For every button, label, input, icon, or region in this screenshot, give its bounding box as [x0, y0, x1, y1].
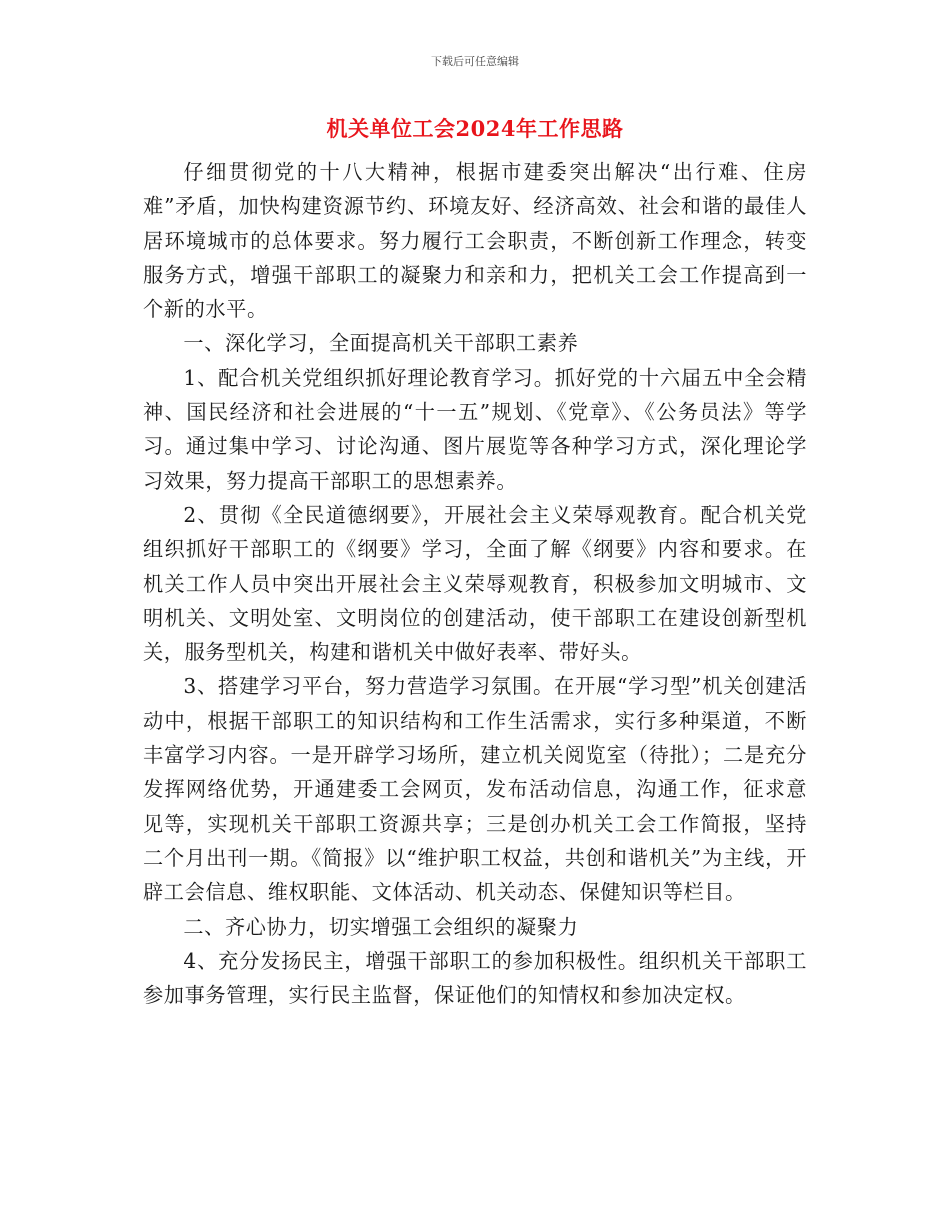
intro-paragraph: 仔细贯彻党的十八大精神，根据市建委突出解决“出行难、住房难”矛盾，加快构建资源节约、环境友好、经济高效、社会和谐的最佳人居环境城市的总体要求。努力履行工会职责，不断创新工作理念，转变服务方式，增强干部职工的凝聚力和亲和力，把机关工会工作提高到一个新的水平。 — [143, 160, 807, 322]
document-title: 机关单位工会2024年工作思路 — [326, 116, 624, 141]
paragraph-item-1: 1、配合机关党组织抓好理论教育学习。抓好党的十六届五中全会精神、国民经济和社会进展的“十一五”规划、《党章》、《公务员法》等学习。通过集中学习、讨论沟通、图片展览等各种学习方式，深化理论学习效果，努力提高干部职工的思想素养。 — [143, 365, 807, 493]
document-body — [143, 155, 807, 1012]
paragraph-item-2: 2、贯彻《全民道德纲要》，开展社会主义荣辱观教育。配合机关党组织抓好干部职工的《纲要》学习，全面了解《纲要》内容和要求。在机关工作人员中突出开展社会主义荣辱观教育，积极参加文明城市、文明机关、文明处室、文明岗位的创建活动，使干部职工在建设创新型机关，服务型机关，构建和谐机关中做好表率、带好头。 — [143, 502, 807, 665]
section-heading-2: 二、齐心协力，切实增强工会组织的凝聚力 — [183, 914, 579, 939]
page-header-note: 下载后可任意编辑 — [431, 55, 519, 68]
paragraph-item-3: 3、搭建学习平台，努力营造学习氛围。在开展“学习型”机关创建活动中，根据干部职工的知识结构和工作生活需求，实行多种渠道，不断丰富学习内容。一是开辟学习场所，建立机关阅览室（待批）；二是充分发挥网络优势，开通建委工会网页，发布活动信息，沟通工作，征求意见等，实现机关干部职工资源共享；三是创办机关工会工作简报，坚持二个月出刊一期。《简报》以“维护职工权益，共创和谐机关”为主线，开辟工会信息、维权职能、文体活动、机关动态、保健知识等栏目。 — [143, 674, 807, 905]
section-heading-1: 一、深化学习，全面提高机关干部职工素养 — [183, 331, 579, 356]
paragraph-item-4: 4、充分发扬民主，增强干部职工的参加积极性。组织机关干部职工参加事务管理，实行民主监督，保证他们的知情权和参加决定权。 — [143, 948, 807, 1008]
